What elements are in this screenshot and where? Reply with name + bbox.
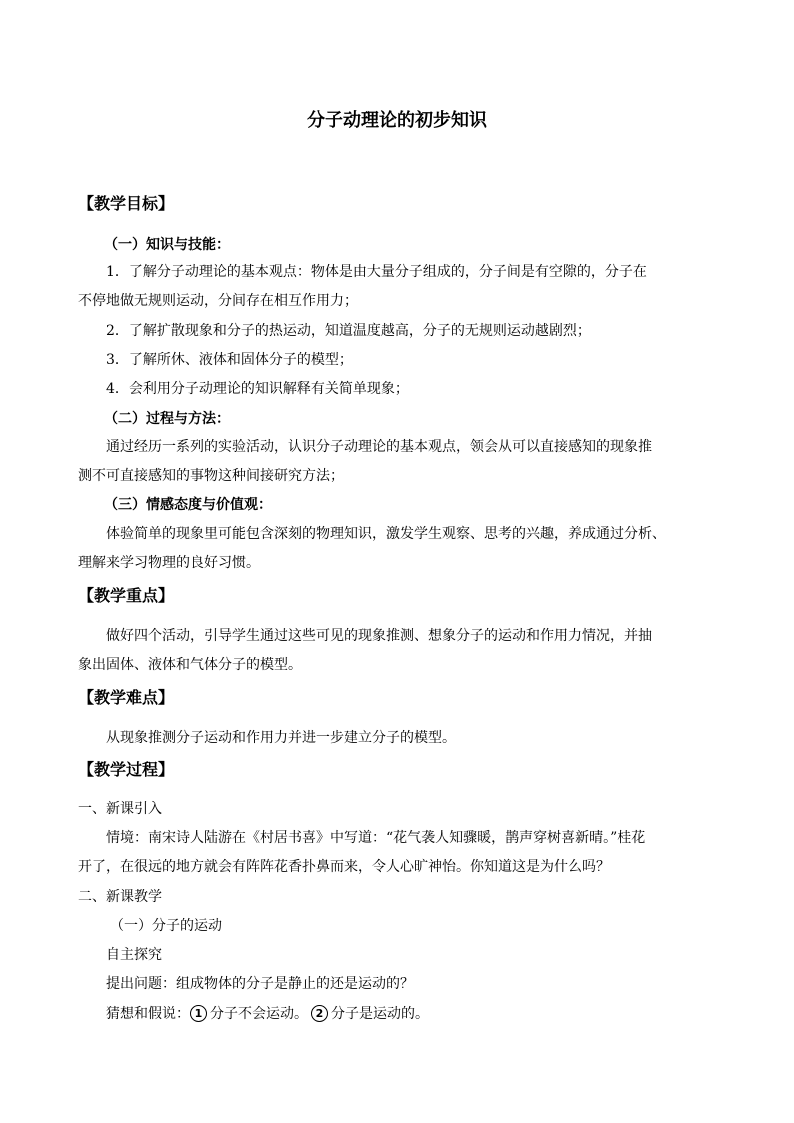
guess-option-1: 分子不会运动。 xyxy=(210,1006,308,1022)
circled-number-2: 2 xyxy=(311,1005,328,1022)
situation-text: 情境：南宋诗人陆游在《村居书喜》中写道：“花气袭人知骤暖，鹊声穿树喜新晴。”桂花 xyxy=(106,830,646,846)
guess-line xyxy=(106,1005,752,1023)
section-intro: 一、新课引入 xyxy=(78,801,162,817)
objective-item: 2．了解扩散现象和分子的热运动，知道温度越高，分子的无规则运动越剧烈； xyxy=(106,323,591,339)
situation-text: 开了，在很远的地方就会有阵阵花香扑鼻而来，令人心旷神怡。你知道这是为什么吗？ xyxy=(78,859,610,875)
document-title: 分子动理论的初步知识 xyxy=(307,110,487,131)
guess-option-2: 分子是运动的。 xyxy=(331,1006,429,1022)
process-method-heading: （二）过程与方法： xyxy=(104,411,230,427)
question-text: 提出问题：组成物体的分子是静止的还是运动的？ xyxy=(106,976,414,992)
self-explore-label: 自主探究 xyxy=(106,947,162,963)
key-points-heading: 【教学重点】 xyxy=(78,586,175,605)
subsection-molecule-motion: （一）分子的运动 xyxy=(110,918,222,934)
objective-item: 4．会利用分子动理论的知识解释有关简单现象； xyxy=(106,381,409,397)
emotion-text: 理解来学习物理的良好习惯。 xyxy=(78,555,260,571)
difficulties-text: 从现象推测分子运动和作用力并进一步建立分子的模型。 xyxy=(106,730,456,746)
process-method-text: 测不可直接感知的事物这种间接研究方法； xyxy=(78,468,344,484)
objective-item: 不停地做无规则运动，分间存在相互作用力； xyxy=(78,293,358,309)
emotion-heading: （三）情感态度与价值观： xyxy=(104,497,272,513)
knowledge-heading: （一）知识与技能： xyxy=(104,237,230,253)
guess-prefix: 猜想和假说： xyxy=(106,1006,190,1022)
section-teaching: 二、新课教学 xyxy=(78,889,162,905)
objective-item: 1．了解分子动理论的基本观点：物体是由大量分子组成的，分子间是有空隙的，分子在 xyxy=(106,264,647,280)
emotion-text: 体验简单的现象里可能包含深刻的物理知识，激发学生观察、思考的兴趣，养成通过分析、 xyxy=(106,526,666,542)
difficulties-heading: 【教学难点】 xyxy=(78,688,175,707)
process-method-text: 通过经历一系列的实验活动，认识分子动理论的基本观点，领会从可以直接感知的现象推 xyxy=(106,439,652,455)
key-points-text: 象出固体、液体和气体分子的模型。 xyxy=(78,657,302,673)
objective-item: 3．了解所休、液体和固体分子的模型； xyxy=(106,352,353,368)
objectives-heading: 【教学目标】 xyxy=(78,194,175,213)
circled-number-1: 1 xyxy=(190,1005,207,1022)
teaching-process-heading: 【教学过程】 xyxy=(78,760,175,779)
key-points-text: 做好四个活动，引导学生通过这些可见的现象推测、想象分子的运动和作用力情况，并抽 xyxy=(106,628,652,644)
